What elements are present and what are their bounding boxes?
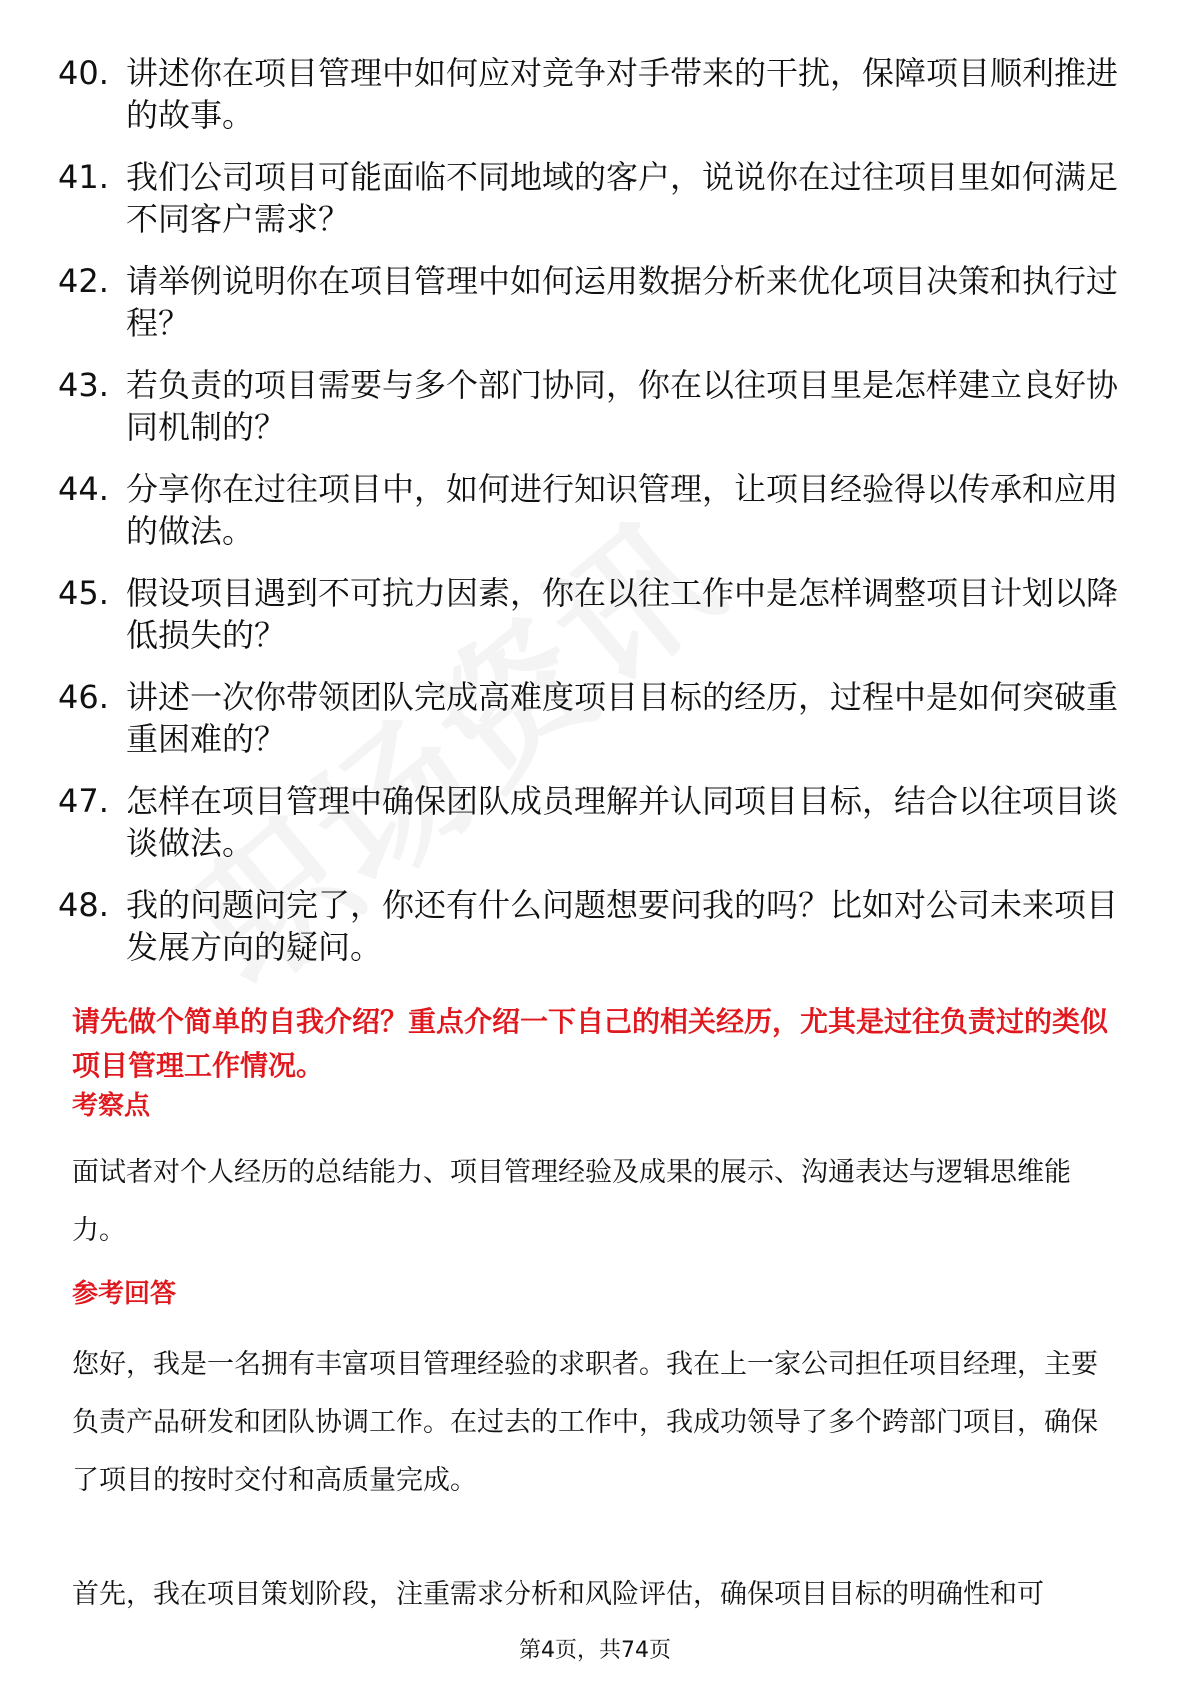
- question-text: 若负责的项目需要与多个部门协同，你在以往项目里是怎样建立良好协同机制的？: [126, 366, 1119, 446]
- question-item: [58, 468, 1118, 552]
- answer-paragraph: 您好，我是一名拥有丰富项目管理经验的求职者。我在上一家公司担任项目经理，主要负责产品研发和团队协调工作。在过去的工作中，我成功领导了多个跨部门项目，确保了项目的按时交付和高质量完成。: [72, 1349, 1098, 1496]
- question-number: 41.: [58, 158, 109, 196]
- focus-label: 考察点: [72, 1091, 151, 1121]
- question-text: 假设项目遇到不可抗力因素，你在以往工作中是怎样调整项目计划以降低损失的？: [126, 574, 1119, 654]
- answer-label: 参考回答: [72, 1279, 177, 1309]
- question-text: 讲述你在项目管理中如何应对竞争对手带来的干扰，保障项目顺利推进的故事。: [126, 54, 1119, 134]
- question-item: [58, 676, 1118, 760]
- question-list: [58, 52, 1118, 988]
- question-item: [58, 260, 1118, 344]
- question-text: 怎样在项目管理中确保团队成员理解并认同项目目标，结合以往项目谈谈做法。: [126, 782, 1119, 862]
- question-item: [58, 52, 1118, 136]
- question-item: [58, 572, 1118, 656]
- question-item: [58, 884, 1118, 968]
- question-item: [58, 364, 1118, 448]
- page-footer: 第4页，共74页: [519, 1638, 671, 1663]
- question-number: 45.: [58, 574, 109, 612]
- question-headline: 请先做个简单的自我介绍？重点介绍一下自己的相关经历，尤其是过往负责过的类似项目管理工作情况。: [72, 1005, 1109, 1082]
- question-number: 43.: [58, 366, 109, 404]
- question-number: 48.: [58, 886, 109, 924]
- answer-paragraph: 首先，我在项目策划阶段，注重需求分析和风险评估，确保项目目标的明确性和可: [72, 1579, 1044, 1610]
- question-text: 讲述一次你带领团队完成高难度项目目标的经历，过程中是如何突破重重困难的？: [126, 678, 1119, 758]
- question-text: 我们公司项目可能面临不同地域的客户，说说你在过往项目里如何满足不同客户需求？: [126, 158, 1119, 238]
- question-number: 46.: [58, 678, 109, 716]
- question-text: 分享你在过往项目中，如何进行知识管理，让项目经验得以传承和应用的做法。: [126, 470, 1119, 550]
- question-number: 40.: [58, 54, 109, 92]
- focus-text: 面试者对个人经历的总结能力、项目管理经验及成果的展示、沟通表达与逻辑思维能力。: [72, 1157, 1071, 1246]
- question-text: 请举例说明你在项目管理中如何运用数据分析来优化项目决策和执行过程？: [126, 262, 1119, 342]
- question-number: 47.: [58, 782, 109, 820]
- question-item: [58, 156, 1118, 240]
- question-number: 44.: [58, 470, 109, 508]
- question-item: [58, 780, 1118, 864]
- question-number: 42.: [58, 262, 109, 300]
- question-text: 我的问题问完了，你还有什么问题想要问我的吗？比如对公司未来项目发展方向的疑问。: [126, 886, 1119, 966]
